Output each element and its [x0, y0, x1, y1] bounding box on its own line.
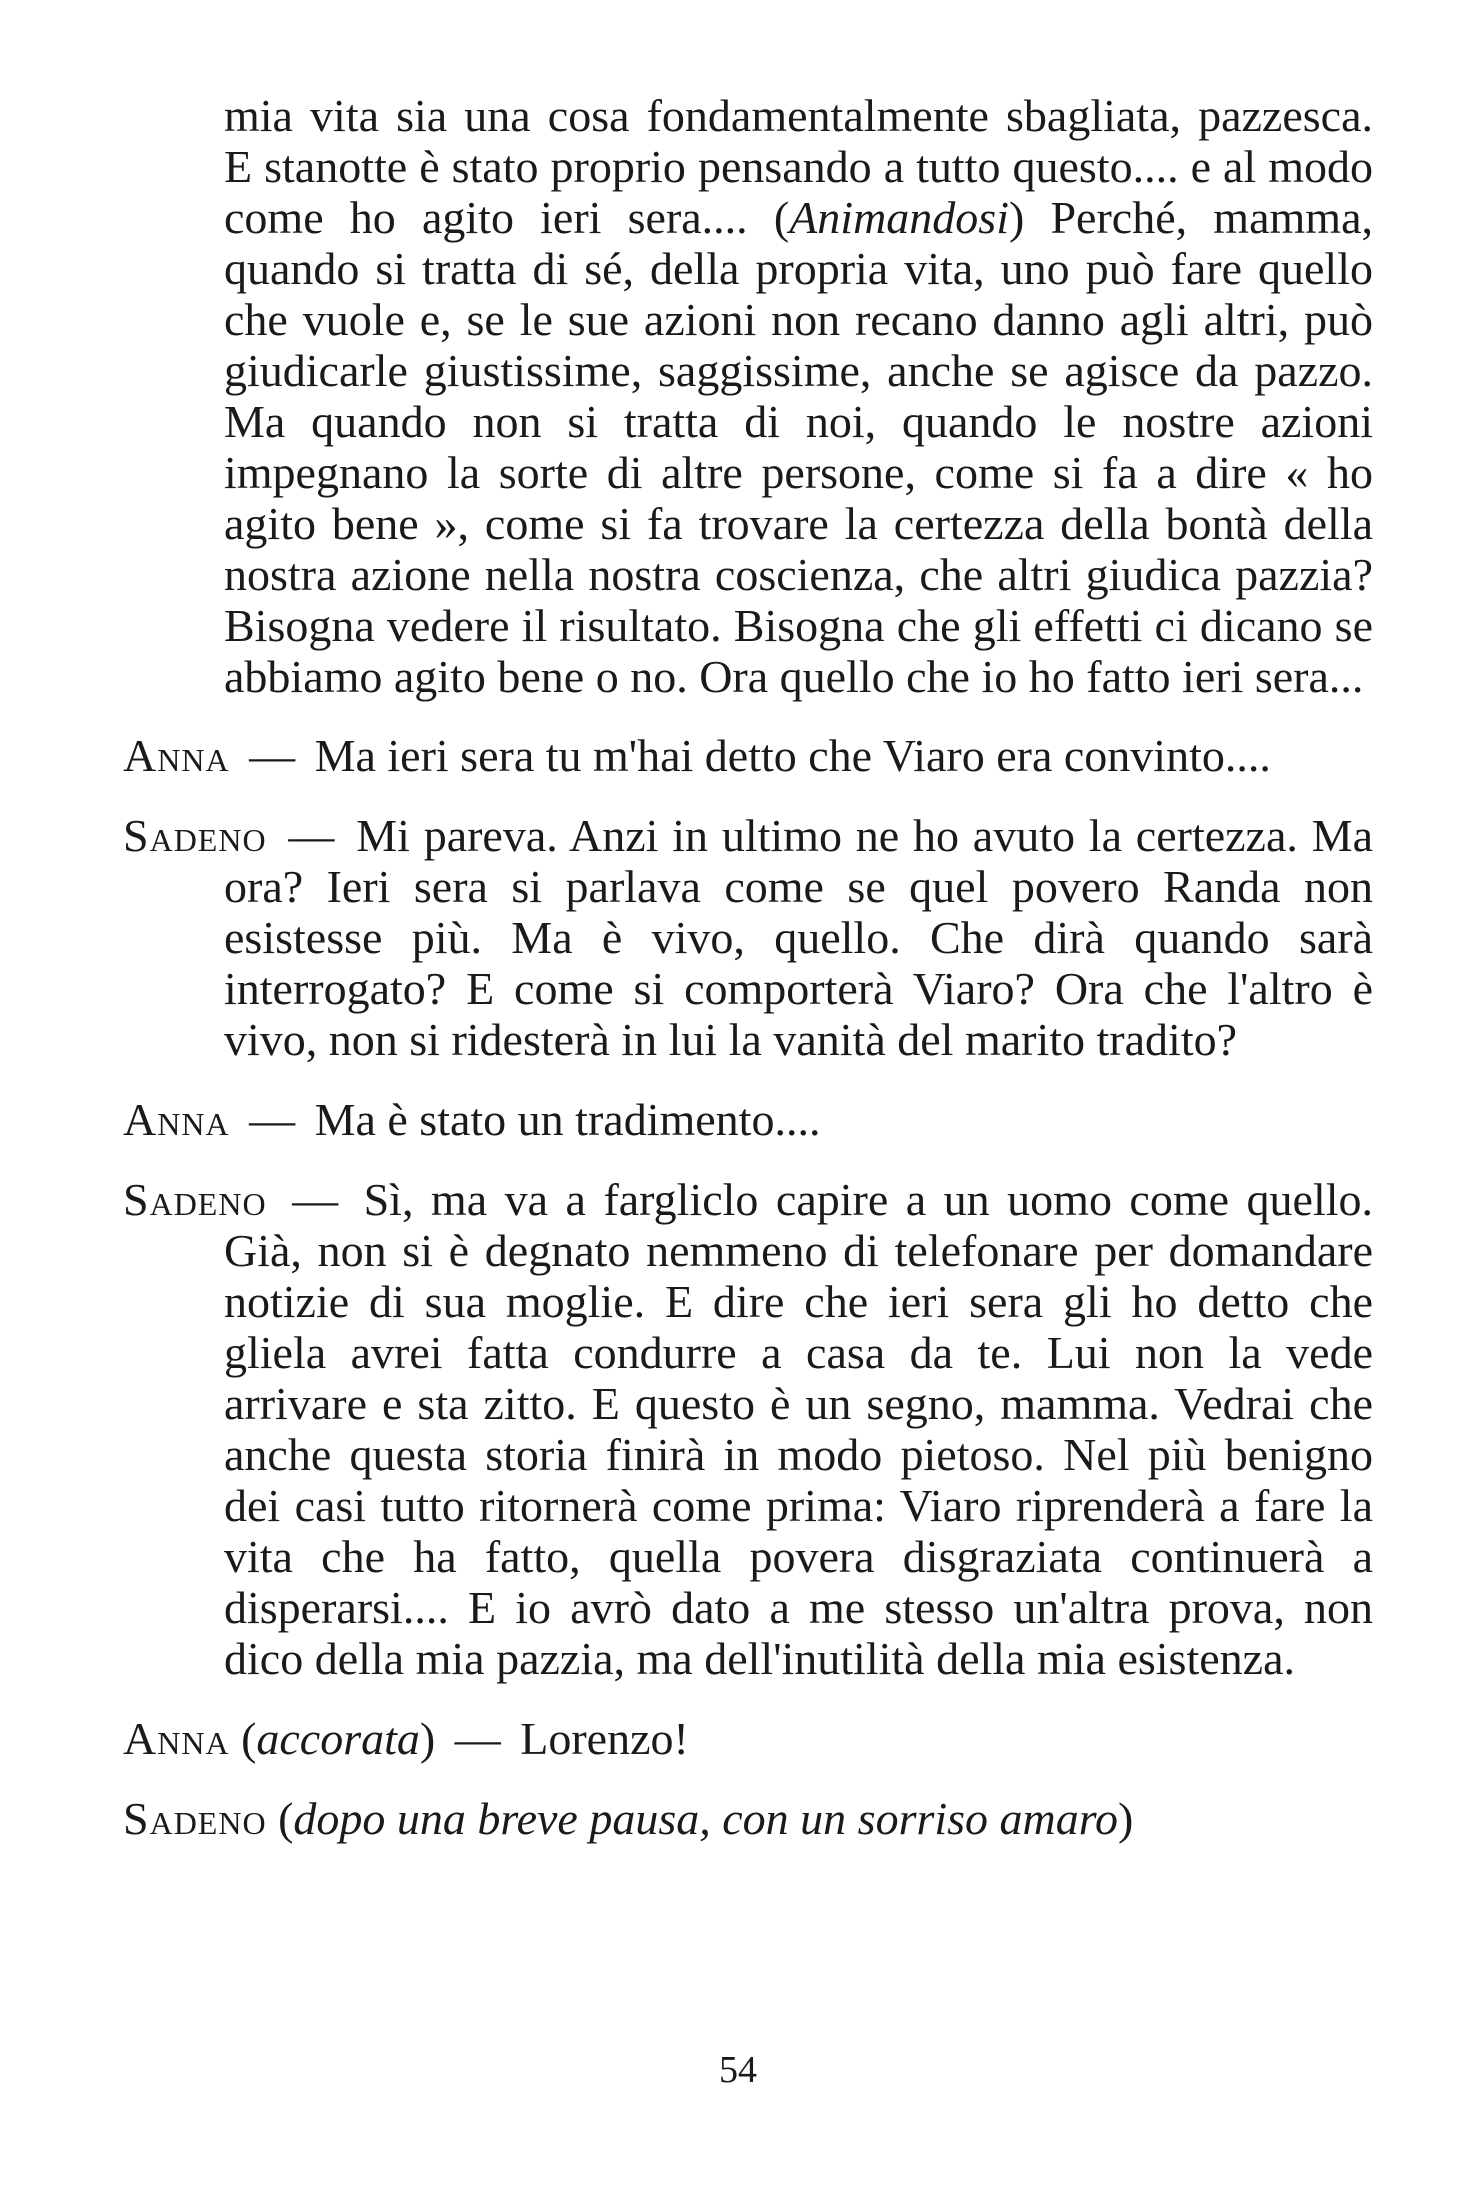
speech-anna-1	[123, 730, 1373, 781]
speech-dash: —	[249, 730, 296, 781]
speaker-name: Sadeno	[123, 1793, 267, 1844]
opening-paragraph	[123, 90, 1373, 702]
speech-dash: —	[249, 1094, 296, 1145]
speaker-name: Sadeno	[123, 1174, 267, 1225]
speech-text: Mi pareva. Anzi in ultimo ne ho avuto la certezza. Ma ora? Ieri sera si parlava come se quel povero Randa non esistesse più. Ma è vivo, quello. Che dirà quando sarà interrogato? E come si comporterà Viaro? Ora che l'altro è vivo, non si ridesterà in lui la vanità del marito tradito?	[224, 810, 1374, 1065]
stage-direction: accorata	[256, 1713, 420, 1764]
speech-sadeno-2	[123, 1174, 1373, 1684]
opening-text-after: ) Perché, mamma, quando si tratta di sé, della propria vita, uno può fare quello che vuole e, se le sue azioni non recano danno agli altri, può giudicarle giustissime, saggissime, anche se agisce da pazzo. Ma quando non si tratta di noi, quando le nostre azioni impegnano la sorte di altre persone, come si fa a dire « ho agito bene », come si fa trovare la certezza della bontà della nostra azione nella nostra coscienza, che altri giudica pazzia? Bisogna vedere il risultato. Bisogna che gli effetti ci dicano se abbiamo agito bene o no. Ora quello che io ho fatto ieri sera...	[224, 192, 1373, 702]
speech-sadeno-1	[123, 810, 1373, 1065]
speech-text: Ma è stato un tradimento....	[314, 1094, 821, 1145]
speech-text: Sì, ma va a fargliclo capire a un uomo come quello. Già, non si è degnato nemmeno di telefonare per domandare notizie di sua moglie. E dire che ieri sera gli ho detto che gliela avrei fatta condurre a casa da te. Lui non la vede arrivare e sta zitto. E questo è un segno, mamma. Vedrai che anche questa storia finirà in modo pietoso. Nel più benigno dei casi tutto ritornerà come prima: Viaro riprenderà a fare la vita che ha fatto, quella povera disgraziata continuerà a disperarsi.... E io avrò dato a me stesso un'altra prova, non dico della mia pazzia, ma dell'inutilità della mia esistenza.	[224, 1174, 1374, 1684]
speech-dash: —	[292, 1174, 339, 1225]
speaker-name: Anna	[123, 1713, 230, 1764]
speech-anna-2	[123, 1094, 1373, 1145]
speaker-name: Sadeno	[123, 810, 267, 861]
text-block	[123, 90, 1373, 1873]
opening-text-before: mia vita sia una cosa fondamentalmente sbagliata, pazzesca. E stanotte è stato proprio pensando a tutto questo.... e al modo come ho agito ieri sera.... (	[224, 90, 1373, 243]
speech-text: Ma ieri sera tu m'hai detto che Viaro era convinto....	[314, 730, 1271, 781]
speech-sadeno-3: Sadeno (dopo una breve pausa, con un sorriso amaro)	[123, 1793, 1134, 1844]
stage-direction: dopo una breve pausa, con un sorriso amaro	[293, 1793, 1118, 1844]
speech-text: Lorenzo!	[520, 1713, 689, 1764]
speech-anna-3: Anna (accorata) — Lorenzo!	[123, 1713, 689, 1764]
speech-dash: —	[454, 1713, 501, 1764]
speech-dash: —	[288, 810, 335, 861]
speaker-name: Anna	[123, 1094, 230, 1145]
speaker-name: Anna	[123, 730, 230, 781]
page-number: 54	[719, 2049, 757, 2091]
stage-direction: Animandosi	[789, 192, 1009, 243]
